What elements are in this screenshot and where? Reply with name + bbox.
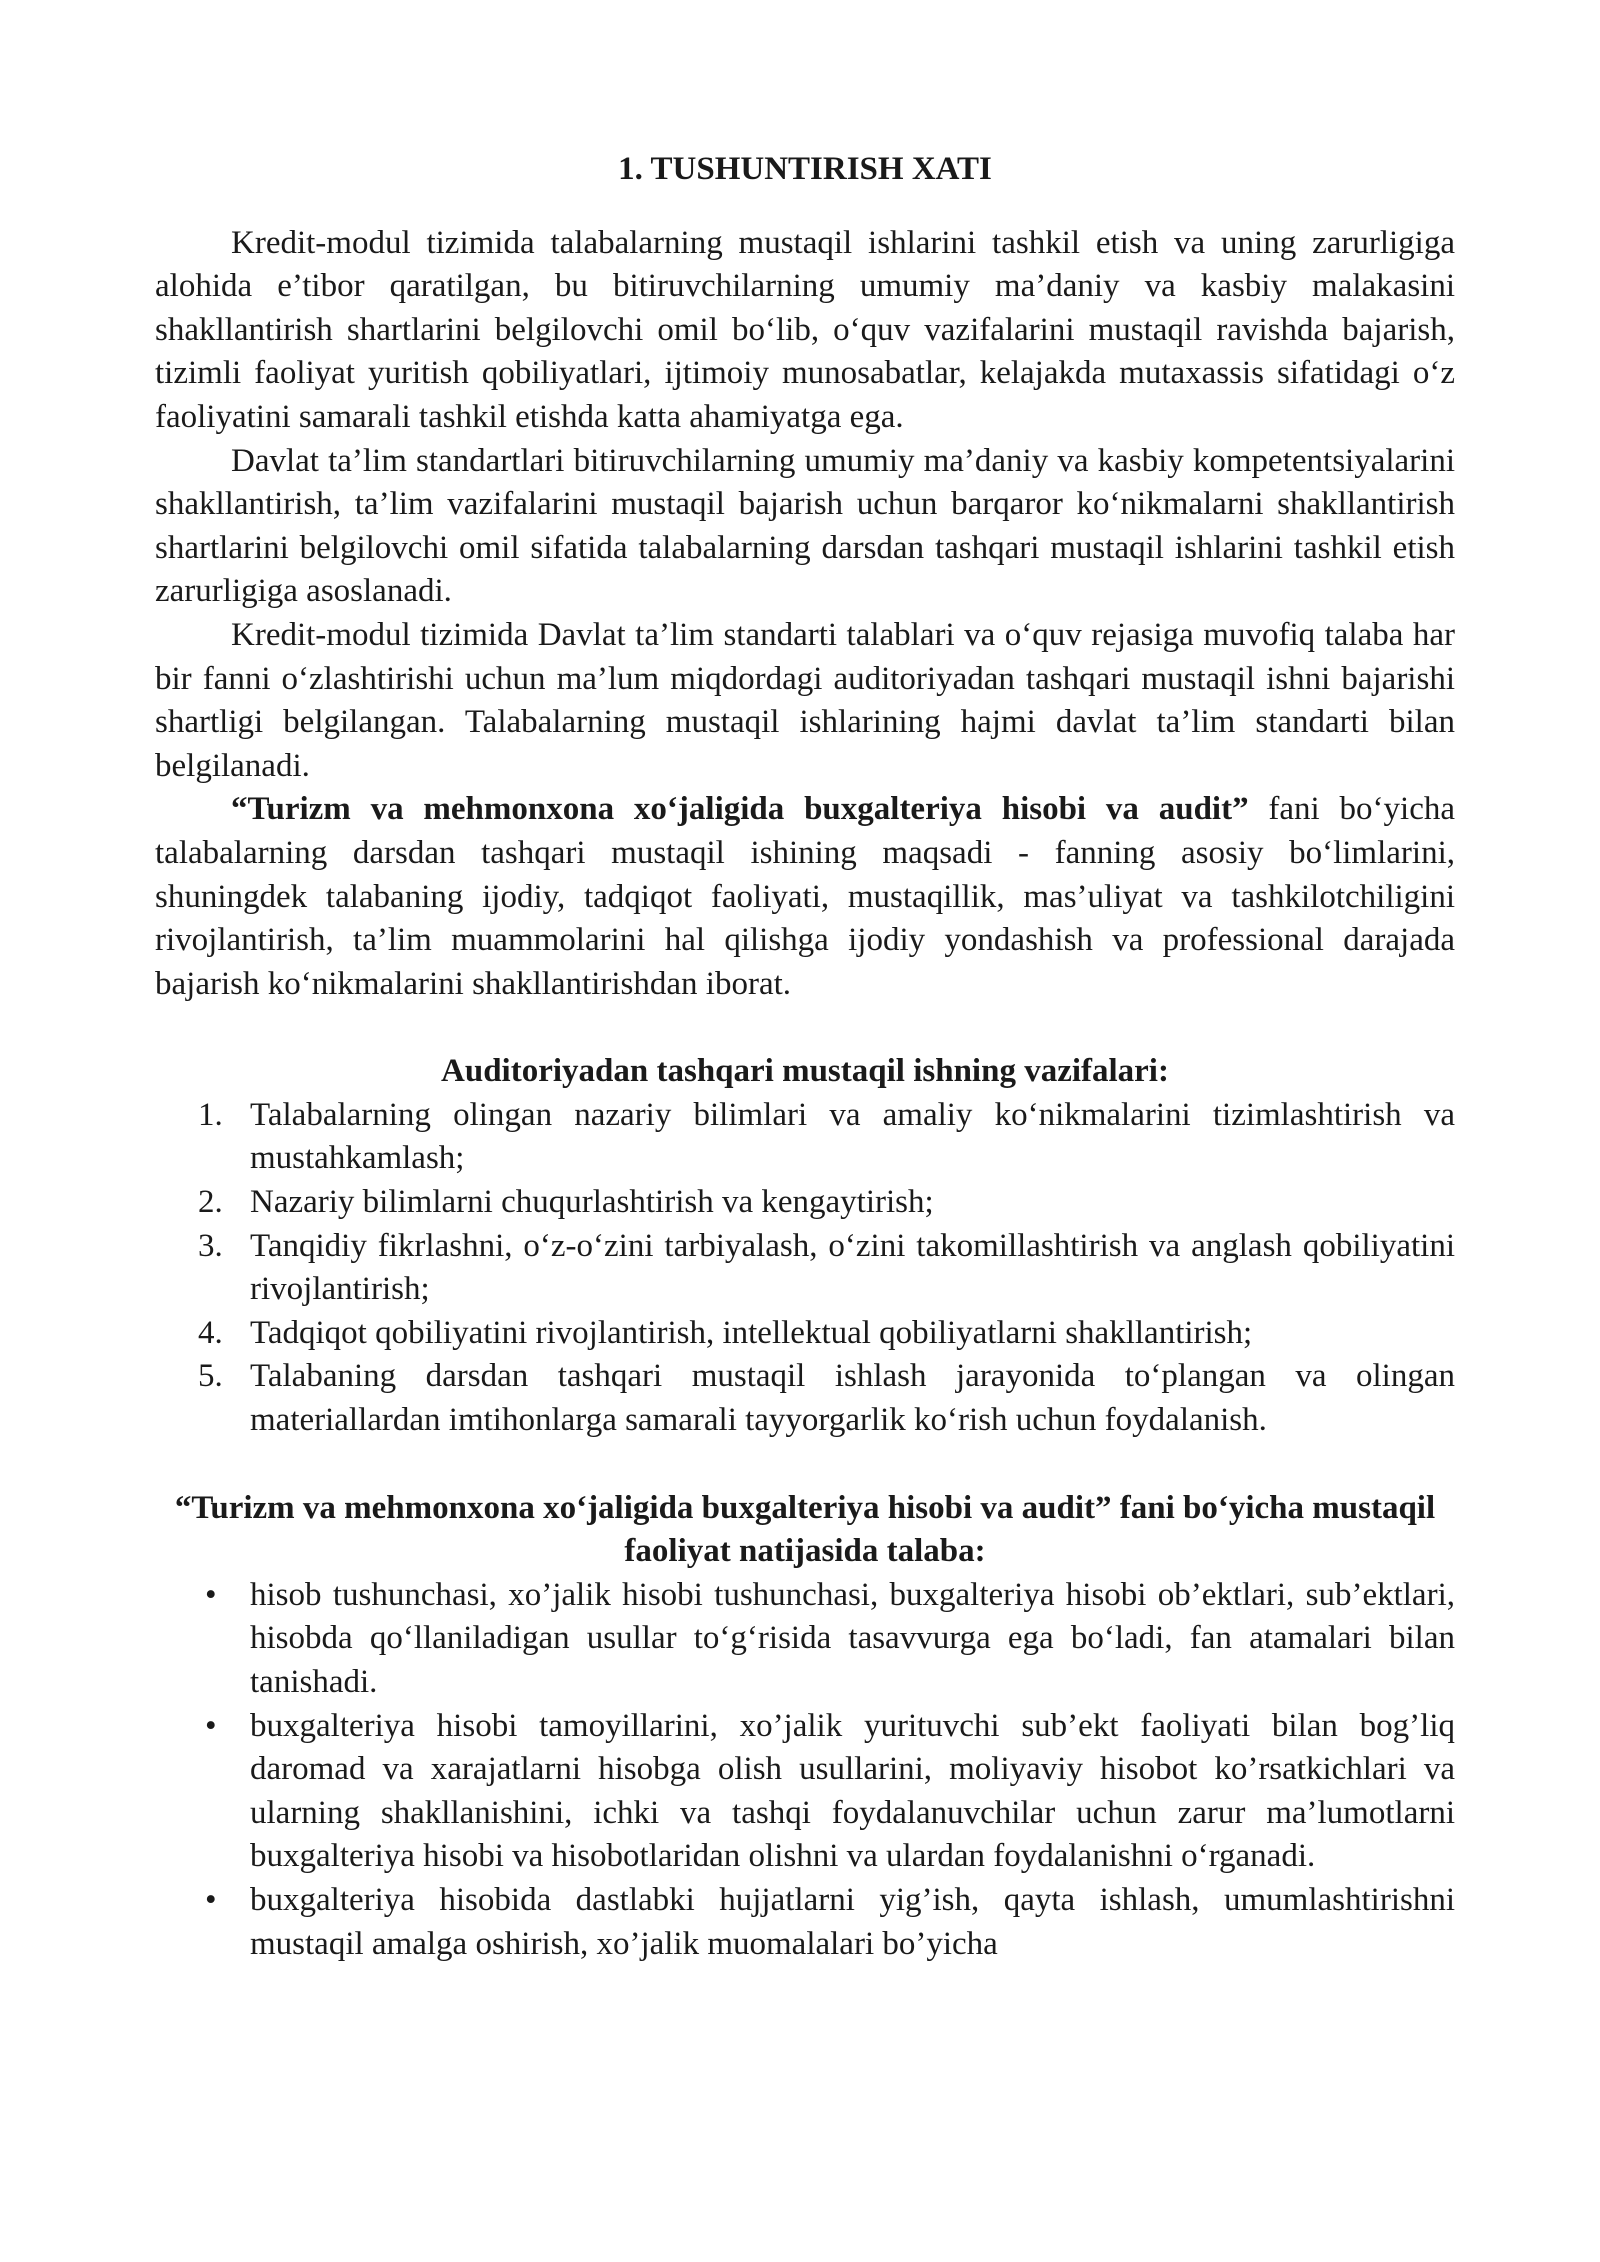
list-item-text: Tanqidiy fikrlashni, o‘z-o‘zini tarbiyalash, o‘zini takomillashtirish va anglash qobiliyatini rivojlantirish; xyxy=(250,1227,1455,1308)
paragraph-1 xyxy=(155,222,1455,440)
list-item-text: Talabaning darsdan tashqari mustaqil ishlash jarayonida to‘plangan va olingan materiallardan imtihonlarga samarali tayyorgarlik ko‘rish uchun foydalanish. xyxy=(250,1358,1455,1439)
list-item-text: Talabalarning olingan nazariy bilimlari va amaliy ko‘nikmalarini tizimlashtirish va mustahkamlash; xyxy=(250,1096,1455,1177)
paragraph-3 xyxy=(155,614,1455,788)
list-item xyxy=(155,1225,1455,1312)
list-item xyxy=(155,1705,1455,1879)
paragraph-1-text: Kredit-modul tizimida talabalarning mustaqil ishlarini tashkil etish va uning zarurligiga alohida e’tibor qaratilgan, bu bitiruvchilarning umumiy ma’daniy va kasbiy malakasini shakllantirish shartlarini belgilovchi omil bo‘lib, o‘quv vazifalarini mustaqil ravishda bajarish, tizimli faoliyat yuritish qobiliyatlari, ijtimoiy munosabatlar, kelajakda mutaxassis sifatidagi o‘z faoliyatini samarali tashkil etishda katta ahamiyatga ega. xyxy=(155,224,1455,435)
list-item xyxy=(155,1181,1455,1225)
paragraph-4-bold-subject: “Turizm va mehmonxona xo‘jaligida buxgalteriya hisobi va audit” xyxy=(231,791,1249,828)
list-item-text: Tadqiqot qobiliyatini rivojlantirish, intellektual qobiliyatlarni shakllantirish; xyxy=(250,1314,1253,1351)
paragraph-4 xyxy=(155,788,1455,1006)
tasks-list xyxy=(155,1094,1455,1443)
bullet-icon: • xyxy=(205,1881,217,1918)
document-title: 1. TUSHUNTIRISH XATI xyxy=(618,151,992,187)
list-item xyxy=(155,1879,1455,1966)
results-list xyxy=(155,1574,1455,1966)
list-item xyxy=(155,1355,1455,1442)
list-item xyxy=(155,1574,1455,1705)
list-item xyxy=(155,1312,1455,1356)
tasks-heading: Auditoriyadan tashqari mustaqil ishning vazifalari: xyxy=(441,1053,1169,1090)
document-page xyxy=(155,148,1455,1966)
bullet-icon: • xyxy=(205,1707,217,1744)
list-item-text: buxgalteriya hisobida dastlabki hujjatlarni yig’ish, qayta ishlash, umumlashtirishni mustaqil amalga oshirish, xo’jalik muomalalari bo’yicha xyxy=(250,1881,1455,1962)
results-heading: “Turizm va mehmonxona xo‘jaligida buxgalteriya hisobi va audit” fani bo‘yicha mustaqil faoliyat natijasida talaba: xyxy=(174,1489,1436,1570)
list-item xyxy=(155,1094,1455,1181)
list-item-text: Nazariy bilimlarni chuqurlashtirish va kengaytirish; xyxy=(250,1184,934,1221)
list-item-number: 4. xyxy=(198,1314,223,1351)
paragraph-4-text: fani bo‘yicha talabalarning darsdan tashqari mustaqil ishining maqsadi - fanning asosiy bo‘limlarini, shuningdek talabaning ijodiy, tadqiqot faoliyati, mustaqillik, mas’uliyat va tashkilotchiligini rivojlantirish, ta’lim muammolarini hal qilishga ijodiy yondashish va professional darajada bajarish ko‘nikmalarini shakllantirishdan iborat. xyxy=(155,791,1455,1002)
bullet-icon: • xyxy=(205,1576,217,1613)
paragraph-2 xyxy=(155,440,1455,614)
list-item-number: 3. xyxy=(198,1227,223,1264)
list-item-number: 5. xyxy=(198,1358,223,1395)
list-item-text: hisob tushunchasi, xo’jalik hisobi tushunchasi, buxgalteriya hisobi ob’ektlari, sub’ektlari, hisobda qo‘llaniladigan usullar to‘g‘risida tasavvurga ega bo‘ladi, fan atamalari bilan tanishadi. xyxy=(250,1576,1455,1700)
paragraph-3-text: Kredit-modul tizimida Davlat ta’lim standarti talablari va o‘quv rejasiga muvofiq talaba har bir fanni o‘zlashtirishi uchun ma’lum miqdordagi auditoriyadan tashqari mustaqil ishni bajarishi shartligi belgilangan. Talabalarning mustaqil ishlarining hajmi davlat ta’lim standarti bilan belgilanadi. xyxy=(155,616,1455,784)
list-item-text: buxgalteriya hisobi tamoyillarini, xo’jalik yurituvchi sub’ekt faoliyati bilan bog’liq daromad va xarajatlarni hisobga olish usullarini, moliyaviy hisobot ko’rsatkichlari va ularning shakllanishini, ichki va tashqi foydalanuvchilar uchun zarur ma’lumotlarni buxgalteriya hisobi va hisobotlaridan olishni va ulardan foydalanishni o‘rganadi. xyxy=(250,1707,1455,1875)
paragraph-2-text: Davlat ta’lim standartlari bitiruvchilarning umumiy ma’daniy va kasbiy kompetentsiyalarini shakllantirish, ta’lim vazifalarini mustaqil bajarish uchun barqaror ko‘nikmalarni shakllantirish shartlarini belgilovchi omil sifatida talabalarning darsdan tashqari mustaqil ishlarini tashkil etish zarurligiga asoslanadi. xyxy=(155,442,1455,610)
list-item-number: 1. xyxy=(198,1096,223,1133)
list-item-number: 2. xyxy=(198,1184,223,1221)
